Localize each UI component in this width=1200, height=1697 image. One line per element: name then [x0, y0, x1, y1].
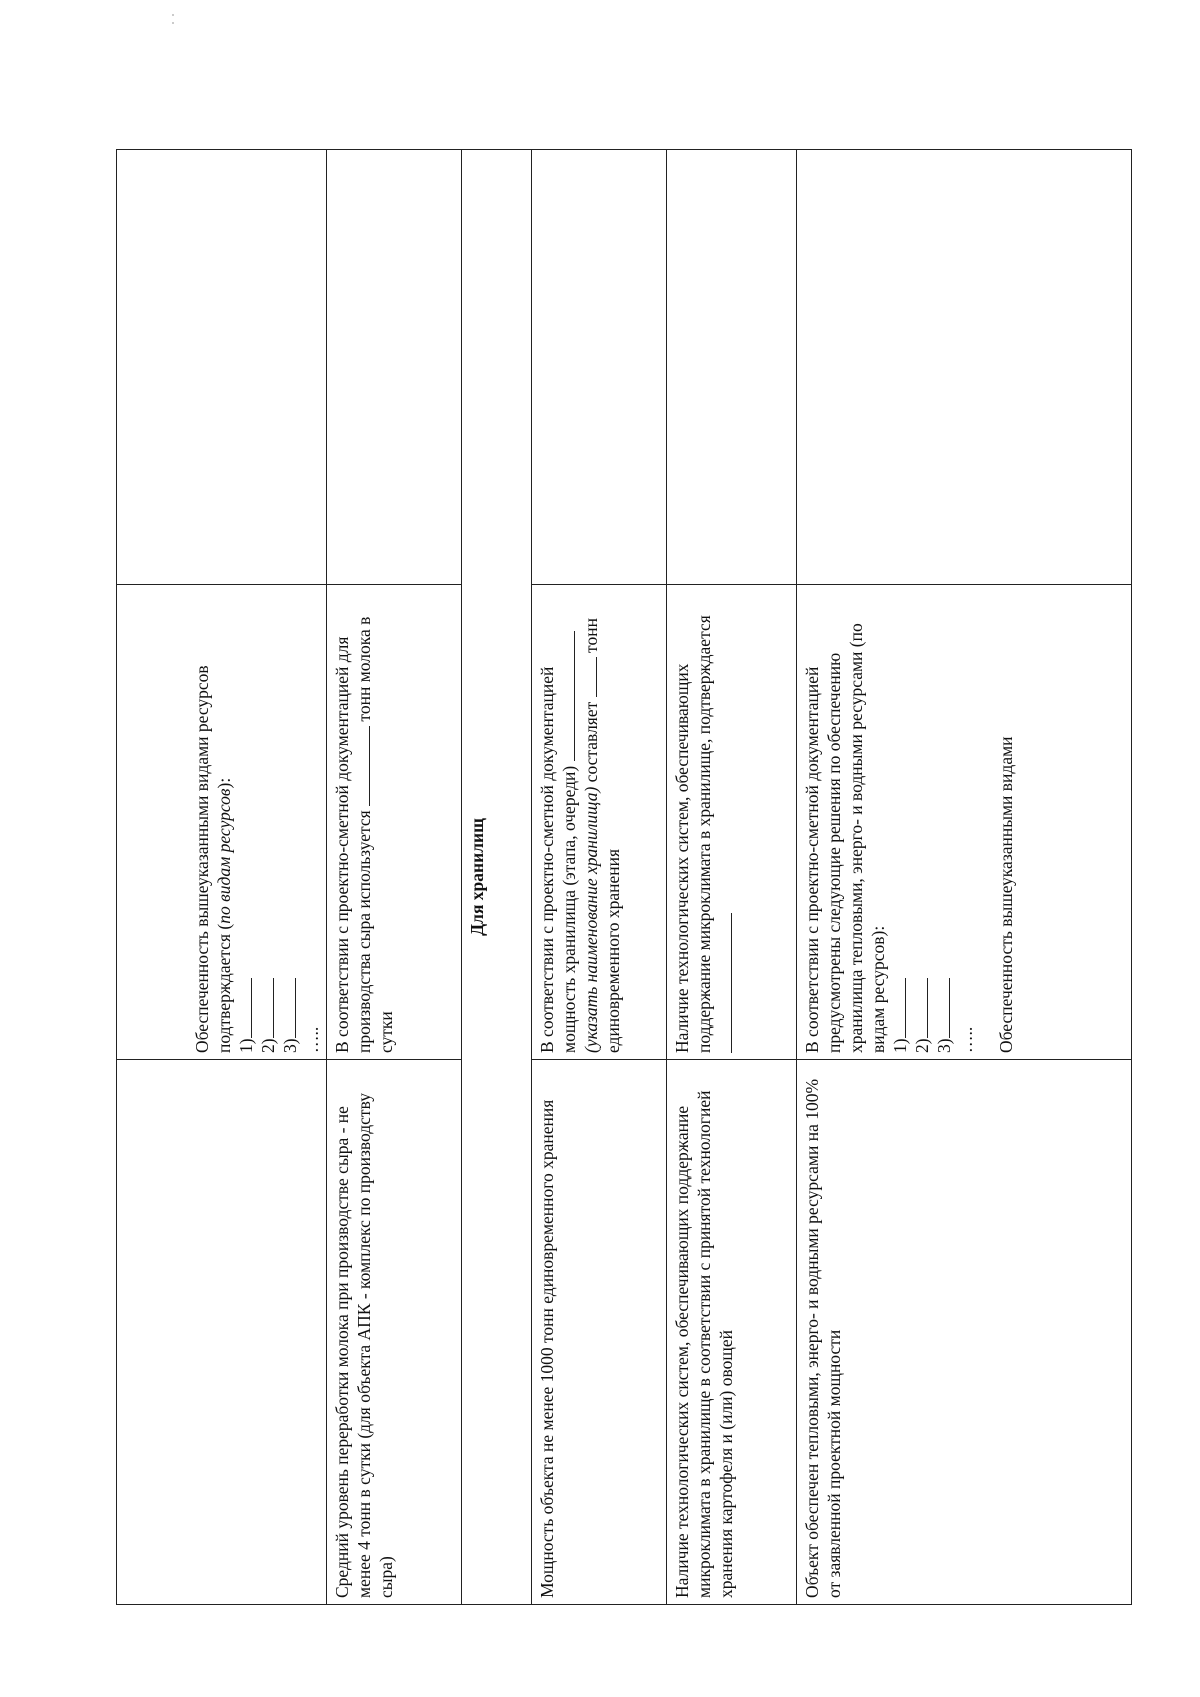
criterion-cell: Мощность объекта не менее 1000 тонн единовременного хранения [532, 1060, 667, 1605]
criterion-cell: Средний уровень переработки молока при производстве сыра - не менее 4 тонн в сутки (для объекта АПК - комплекс по производству сыра) [327, 1060, 462, 1605]
confirmation-cell: В соответствии с проектно-сметной документацией для производства сыра используется тонн молока в сутки [327, 585, 462, 1060]
scan-speck [172, 14, 174, 16]
table-row [117, 150, 327, 1605]
notes-cell [797, 150, 1132, 585]
section-row [462, 150, 532, 1605]
criteria-table [116, 149, 1132, 1605]
section-title: Для хранилищ [462, 150, 532, 1605]
confirmation-cell: Наличие технологических систем, обеспечивающих поддержание микроклимата в хранилище, подтверждается [667, 585, 797, 1060]
table-row [327, 150, 462, 1605]
table-row [667, 150, 797, 1605]
criterion-cell: Объект обеспечен тепловыми, энерго- и водными ресурсами на 100% от заявленной проектной мощности [797, 1060, 1132, 1605]
table-row [797, 150, 1132, 1605]
notes-cell [117, 150, 327, 585]
scan-speck [172, 22, 174, 24]
criterion-cell: Наличие технологических систем, обеспечивающих поддержание микроклимата в хранилище в соответствии с принятой технологией хранения картофеля и (или) овощей [667, 1060, 797, 1605]
table-row [532, 150, 667, 1605]
notes-cell [327, 150, 462, 585]
notes-cell [667, 150, 797, 585]
confirmation-cell: В соответствии с проектно-сметной документацией мощность хранилища (этапа, очереди) (указать наименование хранилища) составляет тонн единовременного хранения [532, 585, 667, 1060]
confirmation-cell: В соответствии с проектно-сметной документацией предусмотрены следующие решения по обеспечению хранилища тепловыми, энерго- и водными ресурсами (по видам ресурсов): 1) 2) 3) ….. Обеспеченность вышеуказанными видами [797, 585, 1132, 1060]
confirmation-cell: Обеспеченность вышеуказанными видами ресурсов подтверждается (по видам ресурсов): 1) 2) 3) ….. [117, 585, 327, 1060]
rotated-table-wrapper [116, 150, 1116, 1605]
notes-cell [532, 150, 667, 585]
criterion-cell [117, 1060, 327, 1605]
